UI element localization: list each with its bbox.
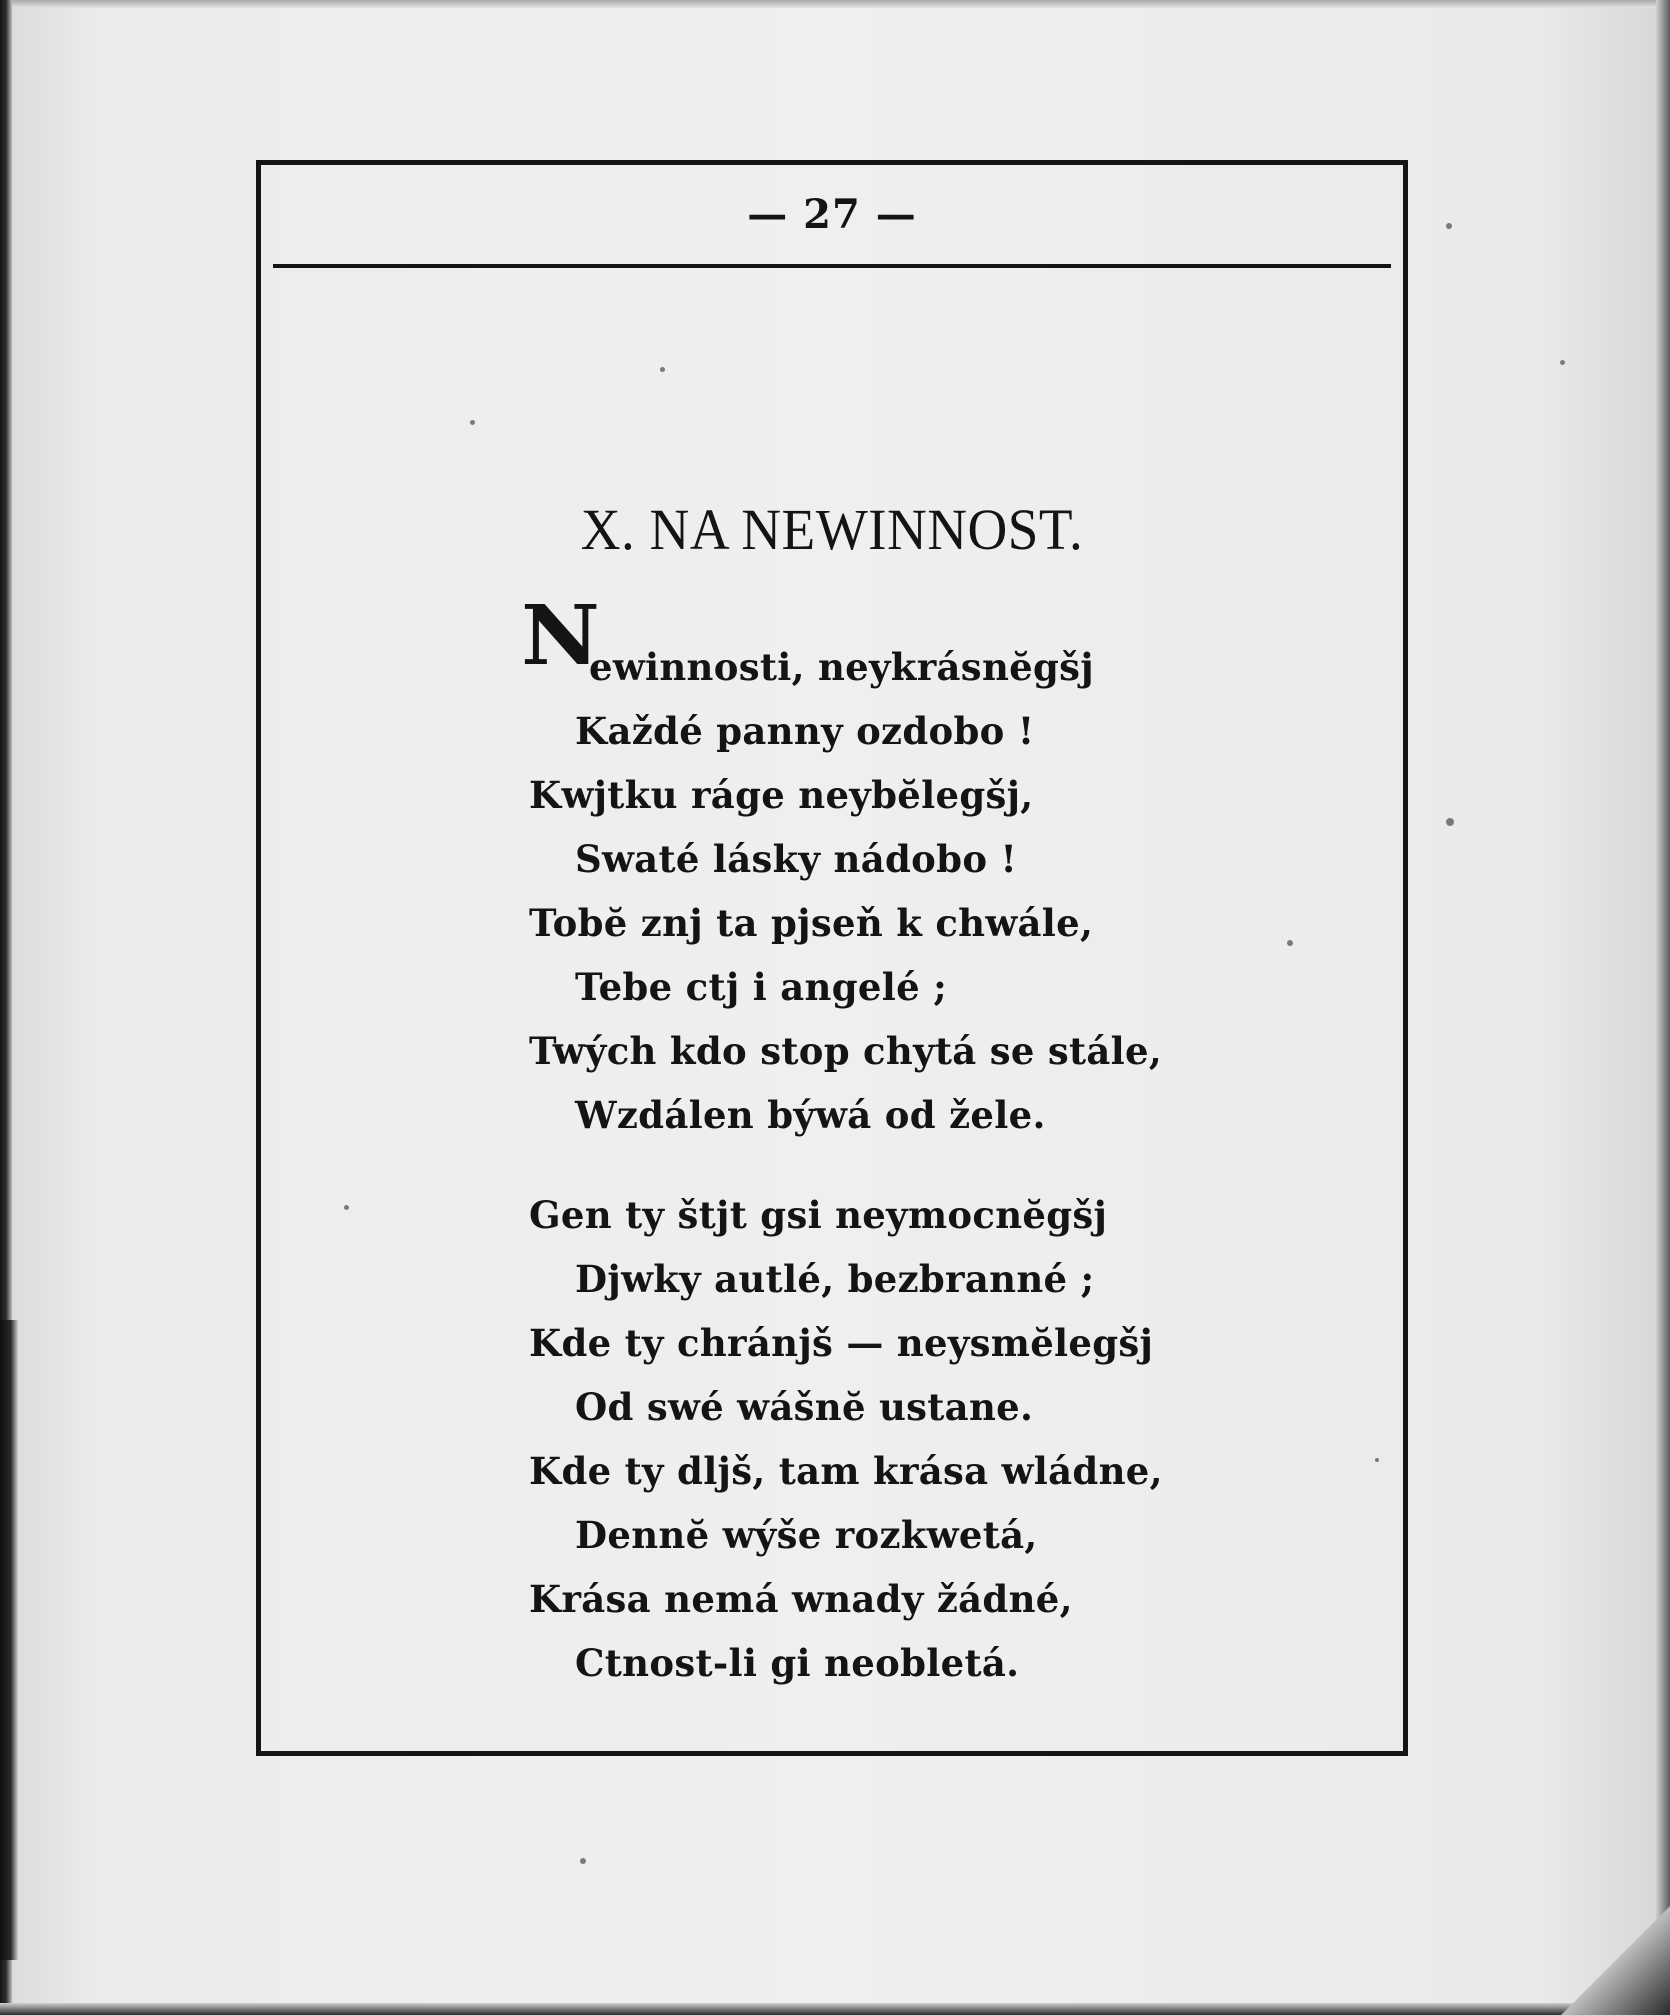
stanza-1 <box>529 699 1389 1147</box>
scan-edge-right <box>1656 0 1670 2015</box>
scan-edge-top <box>0 0 1670 8</box>
page-corner-curl <box>1560 1905 1670 2015</box>
scan-edge-bottom <box>0 2003 1670 2015</box>
poem-line: Twých kdo stop chytá se stále, <box>529 1029 1163 1073</box>
poem-line: Kde ty chránjš — neysmĕlegšj <box>529 1321 1154 1365</box>
page-number: — 27 — <box>747 191 917 238</box>
poem-first-line <box>521 588 1389 699</box>
stanza-gap <box>529 1147 1389 1183</box>
poem-line: Každé panny ozdobo ! <box>575 709 1035 753</box>
header-rule <box>273 264 1391 268</box>
poem-line: Gen ty štjt gsi neymocnĕgšj <box>529 1193 1108 1237</box>
paper-speck <box>580 1858 586 1864</box>
poem-line: Djwky autlé, bezbranné ; <box>575 1257 1095 1301</box>
poem-line: Krása nemá wnady žádné, <box>529 1577 1073 1621</box>
poem-line: Kde ty dljš, tam krása wládne, <box>529 1449 1163 1493</box>
stanza-2 <box>529 1183 1389 1695</box>
poem-line: ewinnosti, neykrásnĕgšj <box>589 645 1094 689</box>
poem-line: Ctnost-li gi neobletá. <box>575 1641 1020 1685</box>
text-frame <box>256 160 1408 1756</box>
paper-speck <box>1446 223 1452 229</box>
poem-line: Tebe ctj i angelé ; <box>575 965 948 1009</box>
poem-line: Od swé wášnĕ ustane. <box>575 1385 1034 1429</box>
paper-speck <box>1446 818 1454 826</box>
poem-line: Wzdálen býwá od žele. <box>575 1093 1046 1137</box>
poem-line: Swaté lásky nádobo ! <box>575 837 1018 881</box>
poem-body <box>521 588 1389 1695</box>
poem-line: Tobĕ znj ta pjseň k chwále, <box>529 901 1094 945</box>
poem-line: Dennĕ wýše rozkwetá, <box>575 1513 1038 1557</box>
drop-cap: N <box>521 588 600 684</box>
scan-edge-left-shadow <box>0 1320 18 1960</box>
poem-line: Kwjtku ráge neybĕlegšj, <box>529 773 1034 817</box>
poem-title: X. NA NEWINNOST. <box>580 497 1084 562</box>
paper-speck <box>1560 360 1565 365</box>
